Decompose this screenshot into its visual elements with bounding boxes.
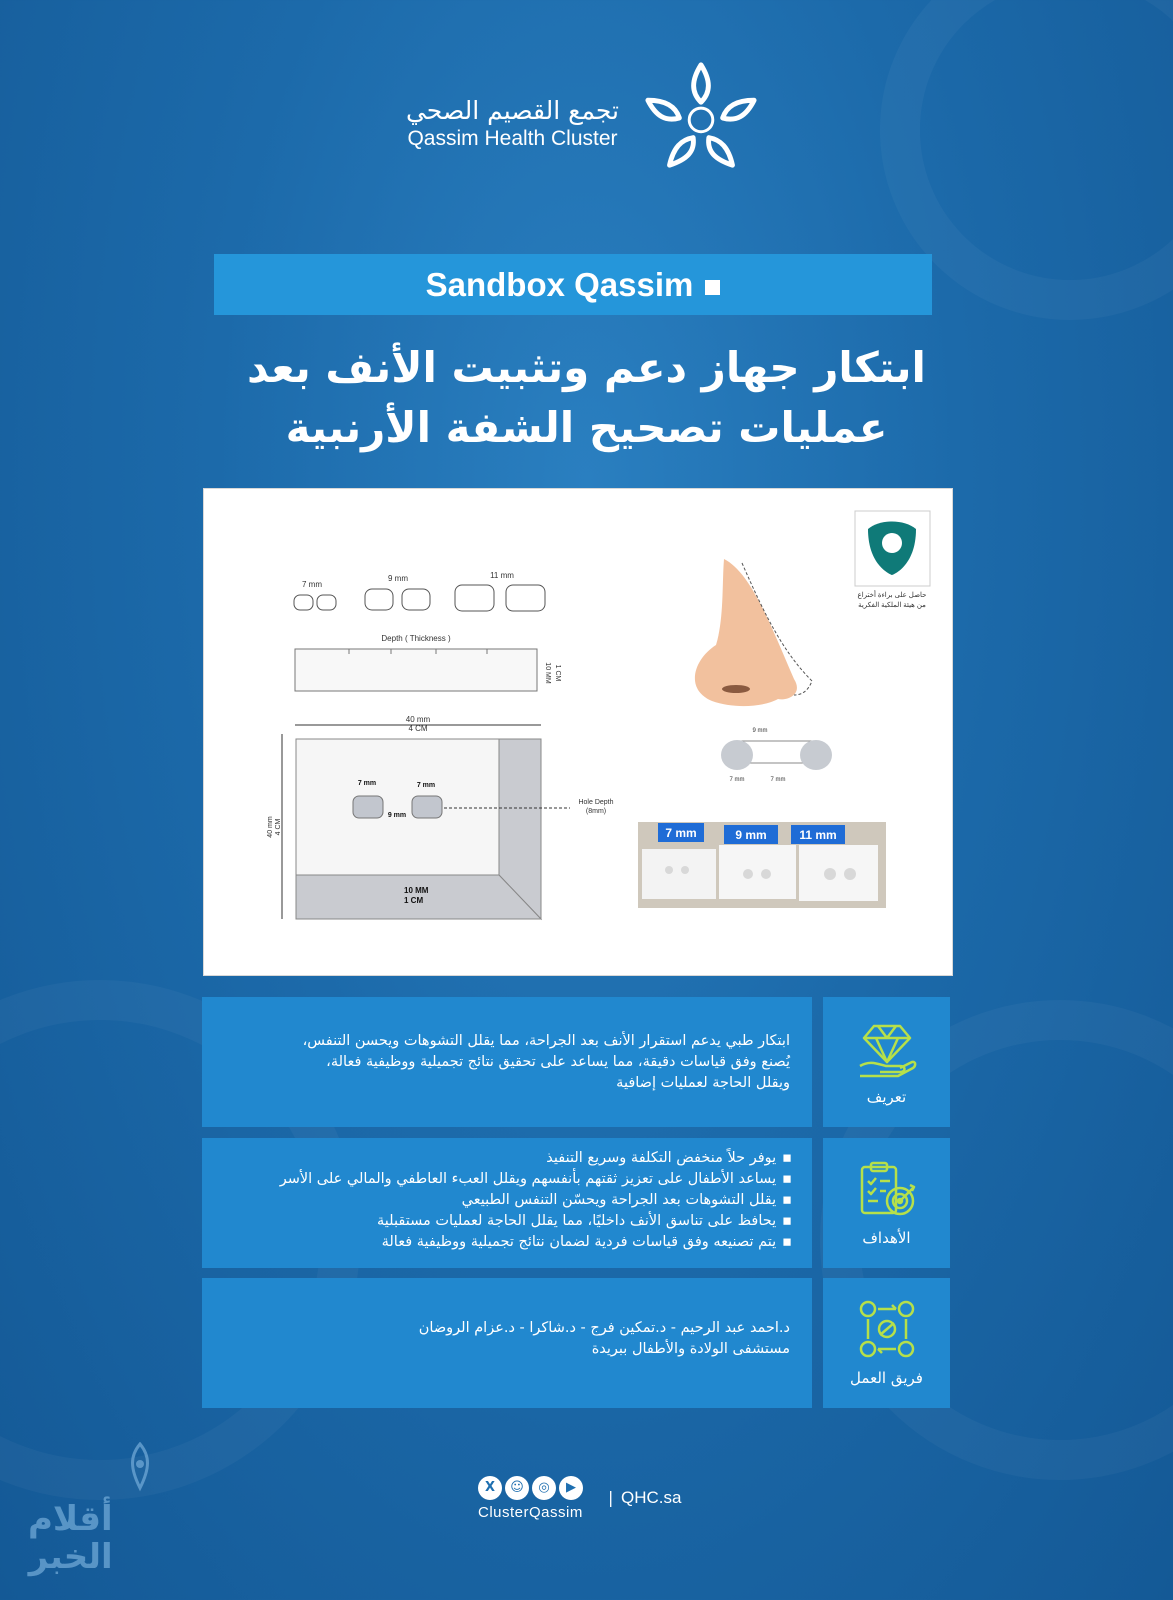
height-dim-2: 4 CM [275,818,282,836]
definition-line-2: يُصنع وفق قياسات دقيقة، مما يساعد على تحقيق نتائج تجميلية ووظيفية فعالة، [326,1054,790,1070]
page-title [160,338,1013,458]
nose-drawing [695,559,797,706]
bottom-dim-2: 1 CM [404,896,424,905]
title-line-1: ابتكار جهاز دعم وتثبيت الأنف بعد [247,343,926,392]
width-dim-1: 40 mm [405,715,431,724]
bottom-dim-1: 10 MM [404,886,429,895]
goal-item-5: ▪ يتم تصنيعه وفق قياسات فردية لضمان نتائج تجميلية ووظيفية فعالة [212,1232,792,1253]
saip-emblem-icon [882,533,902,553]
diamond-hand-icon [856,1018,918,1080]
team-members: د.احمد عبد الرحيم - د.تمكين فرج - د.شاكرا - د.عزام الروضان [418,1320,790,1336]
block-hole-gap-label: 9 mm [387,812,407,819]
org-name-en: Qassim Health Cluster [407,127,618,150]
photo-label-11: 11 mm [799,828,837,842]
instagram-icon[interactable]: ◎ [532,1476,556,1500]
website-link[interactable]: QHC.sa [621,1488,682,1507]
depth-bar [295,649,537,691]
nose-gap-label: 9 mm [752,728,768,734]
team-card [202,1278,812,1408]
goal-item-2: ▪ يساعد الأطفال على تعزيز ثقتهم بأنفسهم ويقلل العبء العاطفي والمالي على الأسر [212,1169,792,1190]
banner-label: Sandbox Qassim [425,265,694,303]
patent-text-2: من هيئة الملكية الفكرية [858,602,926,609]
product-block-9 [719,845,796,899]
device-diagram [204,489,954,977]
org-logo [390,58,760,173]
nose-stent-right [800,740,832,770]
photo-label-9: 9 mm [735,828,767,842]
width-dim-2: 4 CM [408,724,428,733]
photo-label-7: 7 mm [665,826,697,840]
block-face [296,739,499,875]
x-icon[interactable]: X [478,1476,502,1500]
block-hole-right [412,796,442,818]
social-handle[interactable]: ClusterQassim [478,1504,583,1521]
block-hole-1-label: 7 mm [357,780,377,787]
clipboard-target-icon [856,1159,918,1221]
team-network-icon [856,1299,918,1361]
hole-depth-label-2: (8mm) [585,808,607,815]
hole-shape-9 [402,589,430,610]
youtube-icon[interactable]: ▶ [559,1476,583,1500]
goal-item-3: ▪ يقلل التشوهات بعد الجراحة ويحسّن التنفس الطبيعي [212,1190,792,1211]
watermark-text-2: الخبر [28,1537,113,1577]
star-flower-logo-icon [642,58,760,173]
definition-line-3: ويقلل الحاجة لعمليات إضافية [616,1075,790,1091]
team-side [823,1278,950,1408]
definition-side [823,997,950,1127]
top-size-label-11: 11 mm [490,571,514,580]
hole-shape-7 [294,595,313,610]
team-label: فريق العمل [850,1369,923,1387]
depth-dim-1: 10 MM [544,662,551,684]
device-diagram-panel [203,488,953,976]
watermark-logo [28,1442,148,1577]
nostril [722,685,750,693]
top-size-label-9: 9 mm [388,574,408,583]
hole-shape-11 [455,585,494,611]
goals-card [202,1138,812,1268]
depth-label: Depth ( Thickness ) [381,634,451,643]
footer-separator: | [608,1488,614,1507]
product-block-11 [799,845,878,901]
sandbox-banner [214,254,932,315]
team-hospital: مستشفى الولادة والأطفال ببريدة [591,1341,790,1357]
height-dim-1: 40 mm [267,816,274,838]
depth-dim-2: 1 CM [554,664,561,682]
goals-side [823,1138,950,1268]
title-line-2: عمليات تصحيح الشفة الأرنبية [285,403,888,452]
goal-item-1: ▪ يوفر حلاً منخفض التكلفة وسريع التنفيذ [212,1148,792,1169]
nose-stent-left [721,740,753,770]
hole-shape-7 [317,595,336,610]
goal-item-4: ▪ يحافظ على تناسق الأنف داخليًا، مما يقلل الحاجة لعمليات مستقبلية [212,1211,792,1232]
definition-card [202,997,812,1127]
snapchat-icon[interactable]: ☺ [505,1476,529,1500]
definition-line-1: ابتكار طبي يدعم استقرار الأنف بعد الجراحة، مما يقلل التشوهات ويحسن التنفس، [302,1033,790,1049]
definition-label: تعريف [866,1088,907,1106]
pen-nib-icon [120,1442,160,1492]
watermark-text-1: أقلام [28,1499,113,1539]
block-hole-2-label: 7 mm [416,782,436,789]
goals-label: الأهداف [862,1229,911,1247]
nose-right-label: 7 mm [770,777,786,783]
hole-shape-9 [365,589,393,610]
hole-shape-11 [506,585,545,611]
org-name-ar: تجمع القصيم الصحي [405,96,620,125]
patent-text-1: حاصل على براءة أختراع [857,592,927,599]
top-size-label-7: 7 mm [302,580,322,589]
nose-left-label: 7 mm [729,777,745,783]
block-hole-left [353,796,383,818]
hole-depth-label-1: Hole Depth [578,799,614,806]
square-bullet-icon [705,280,720,295]
footer [478,1476,698,1536]
product-block-7 [642,849,716,899]
